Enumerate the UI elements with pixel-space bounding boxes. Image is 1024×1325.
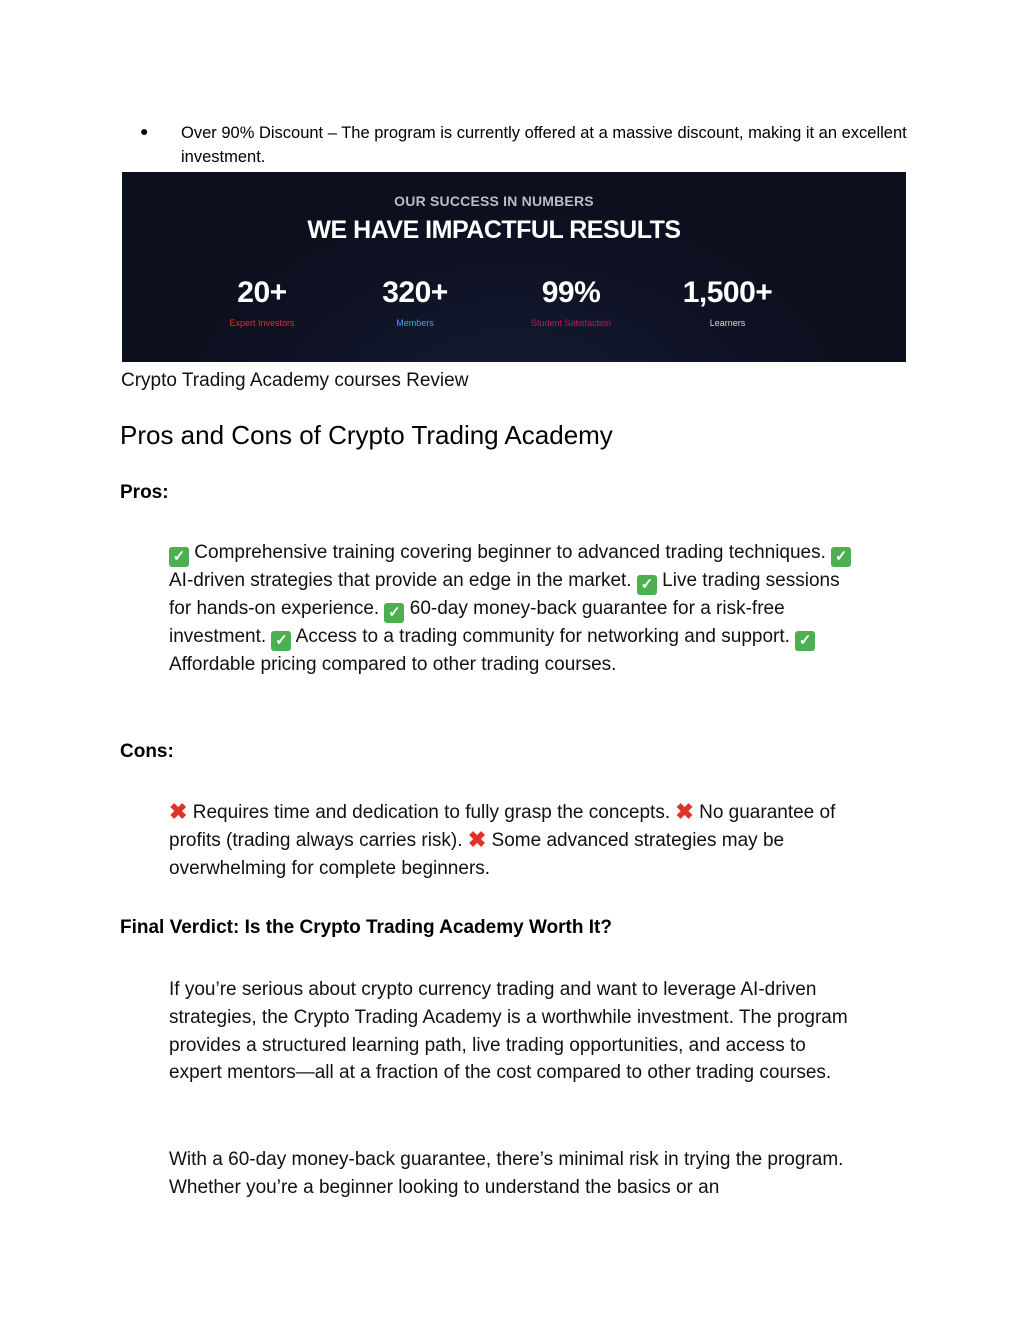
stat-members: [365, 275, 465, 329]
pros-heading: Pros:: [120, 482, 169, 503]
stat-value: 99%: [541, 276, 601, 309]
verdict-paragraph-1: If you’re serious about crypto currency trading and want to leverage AI-driven strategies, the Crypto Trading Academy is a worthwhile investment. The program provides a structured learning path, live trading opportunities, and access to expert mentors—all at a fraction of the cost compared to other trading courses.: [169, 979, 848, 1084]
cross-mark-icon: ✖: [467, 826, 487, 852]
pros-item: AI-driven strategies that provide an edge in the market.: [169, 570, 632, 591]
stat-learners: [665, 275, 790, 329]
verdict-heading: Final Verdict: Is the Crypto Trading Academy Worth It?: [120, 917, 612, 938]
image-caption: Crypto Trading Academy courses Review: [121, 370, 469, 391]
section-title: Pros and Cons of Crypto Trading Academy: [120, 420, 613, 450]
stat-label: Members: [396, 318, 434, 328]
pros-item: Affordable pricing compared to other trading courses.: [169, 654, 617, 675]
stat-value: 1,500+: [682, 276, 773, 309]
check-mark-icon: ✓: [795, 631, 815, 651]
cross-mark-icon: ✖: [169, 799, 188, 824]
verdict-paragraph-2: With a 60-day money-back guarantee, there’s minimal risk in trying the program. Whether you’re a beginner looking to understand the basics or an: [169, 1149, 844, 1198]
cons-heading: Cons:: [120, 741, 174, 762]
banner-headline: WE HAVE IMPACTFUL RESULTS: [307, 216, 681, 244]
cross-mark-icon: ✖: [675, 799, 694, 824]
banner-eyebrow: OUR SUCCESS IN NUMBERS: [394, 193, 594, 209]
cons-paragraph: [169, 799, 859, 882]
pros-item: 60-day money-back guarantee for a risk-free investment.: [169, 598, 785, 647]
pros-item: Comprehensive training covering beginner to advanced trading techniques.: [194, 542, 826, 563]
check-mark-icon: ✓: [271, 631, 291, 651]
stat-student-satisfaction: [511, 275, 631, 329]
stat-value: 320+: [382, 276, 448, 309]
stat-expert-investors: [212, 275, 312, 329]
bullet-dot: ●: [140, 123, 149, 139]
pros-item: Access to a trading community for networking and support.: [295, 626, 790, 647]
stat-label: Learners: [709, 318, 746, 328]
check-mark-icon: ✓: [384, 603, 404, 623]
pros-paragraph: [169, 539, 859, 679]
stat-value: 20+: [237, 276, 287, 309]
cons-item: No guarantee of profits (trading always carries risk).: [169, 802, 836, 851]
stat-label: Expert Investors: [229, 318, 295, 328]
check-mark-icon: ✓: [169, 547, 189, 567]
check-mark-icon: ✓: [637, 575, 657, 595]
pros-item: Live trading sessions for hands-on experience.: [169, 570, 840, 619]
cons-item: Requires time and dedication to fully grasp the concepts.: [192, 802, 671, 823]
check-mark-icon: ✓: [831, 547, 851, 567]
cons-item: Some advanced strategies may be overwhelming for complete beginners.: [169, 829, 785, 879]
bullet-text: Over 90% Discount – The program is currently offered at a massive discount, making it an excellent investment.: [181, 124, 907, 166]
stats-banner-image: [122, 172, 906, 362]
stat-label: Student Satisfaction: [530, 318, 612, 328]
